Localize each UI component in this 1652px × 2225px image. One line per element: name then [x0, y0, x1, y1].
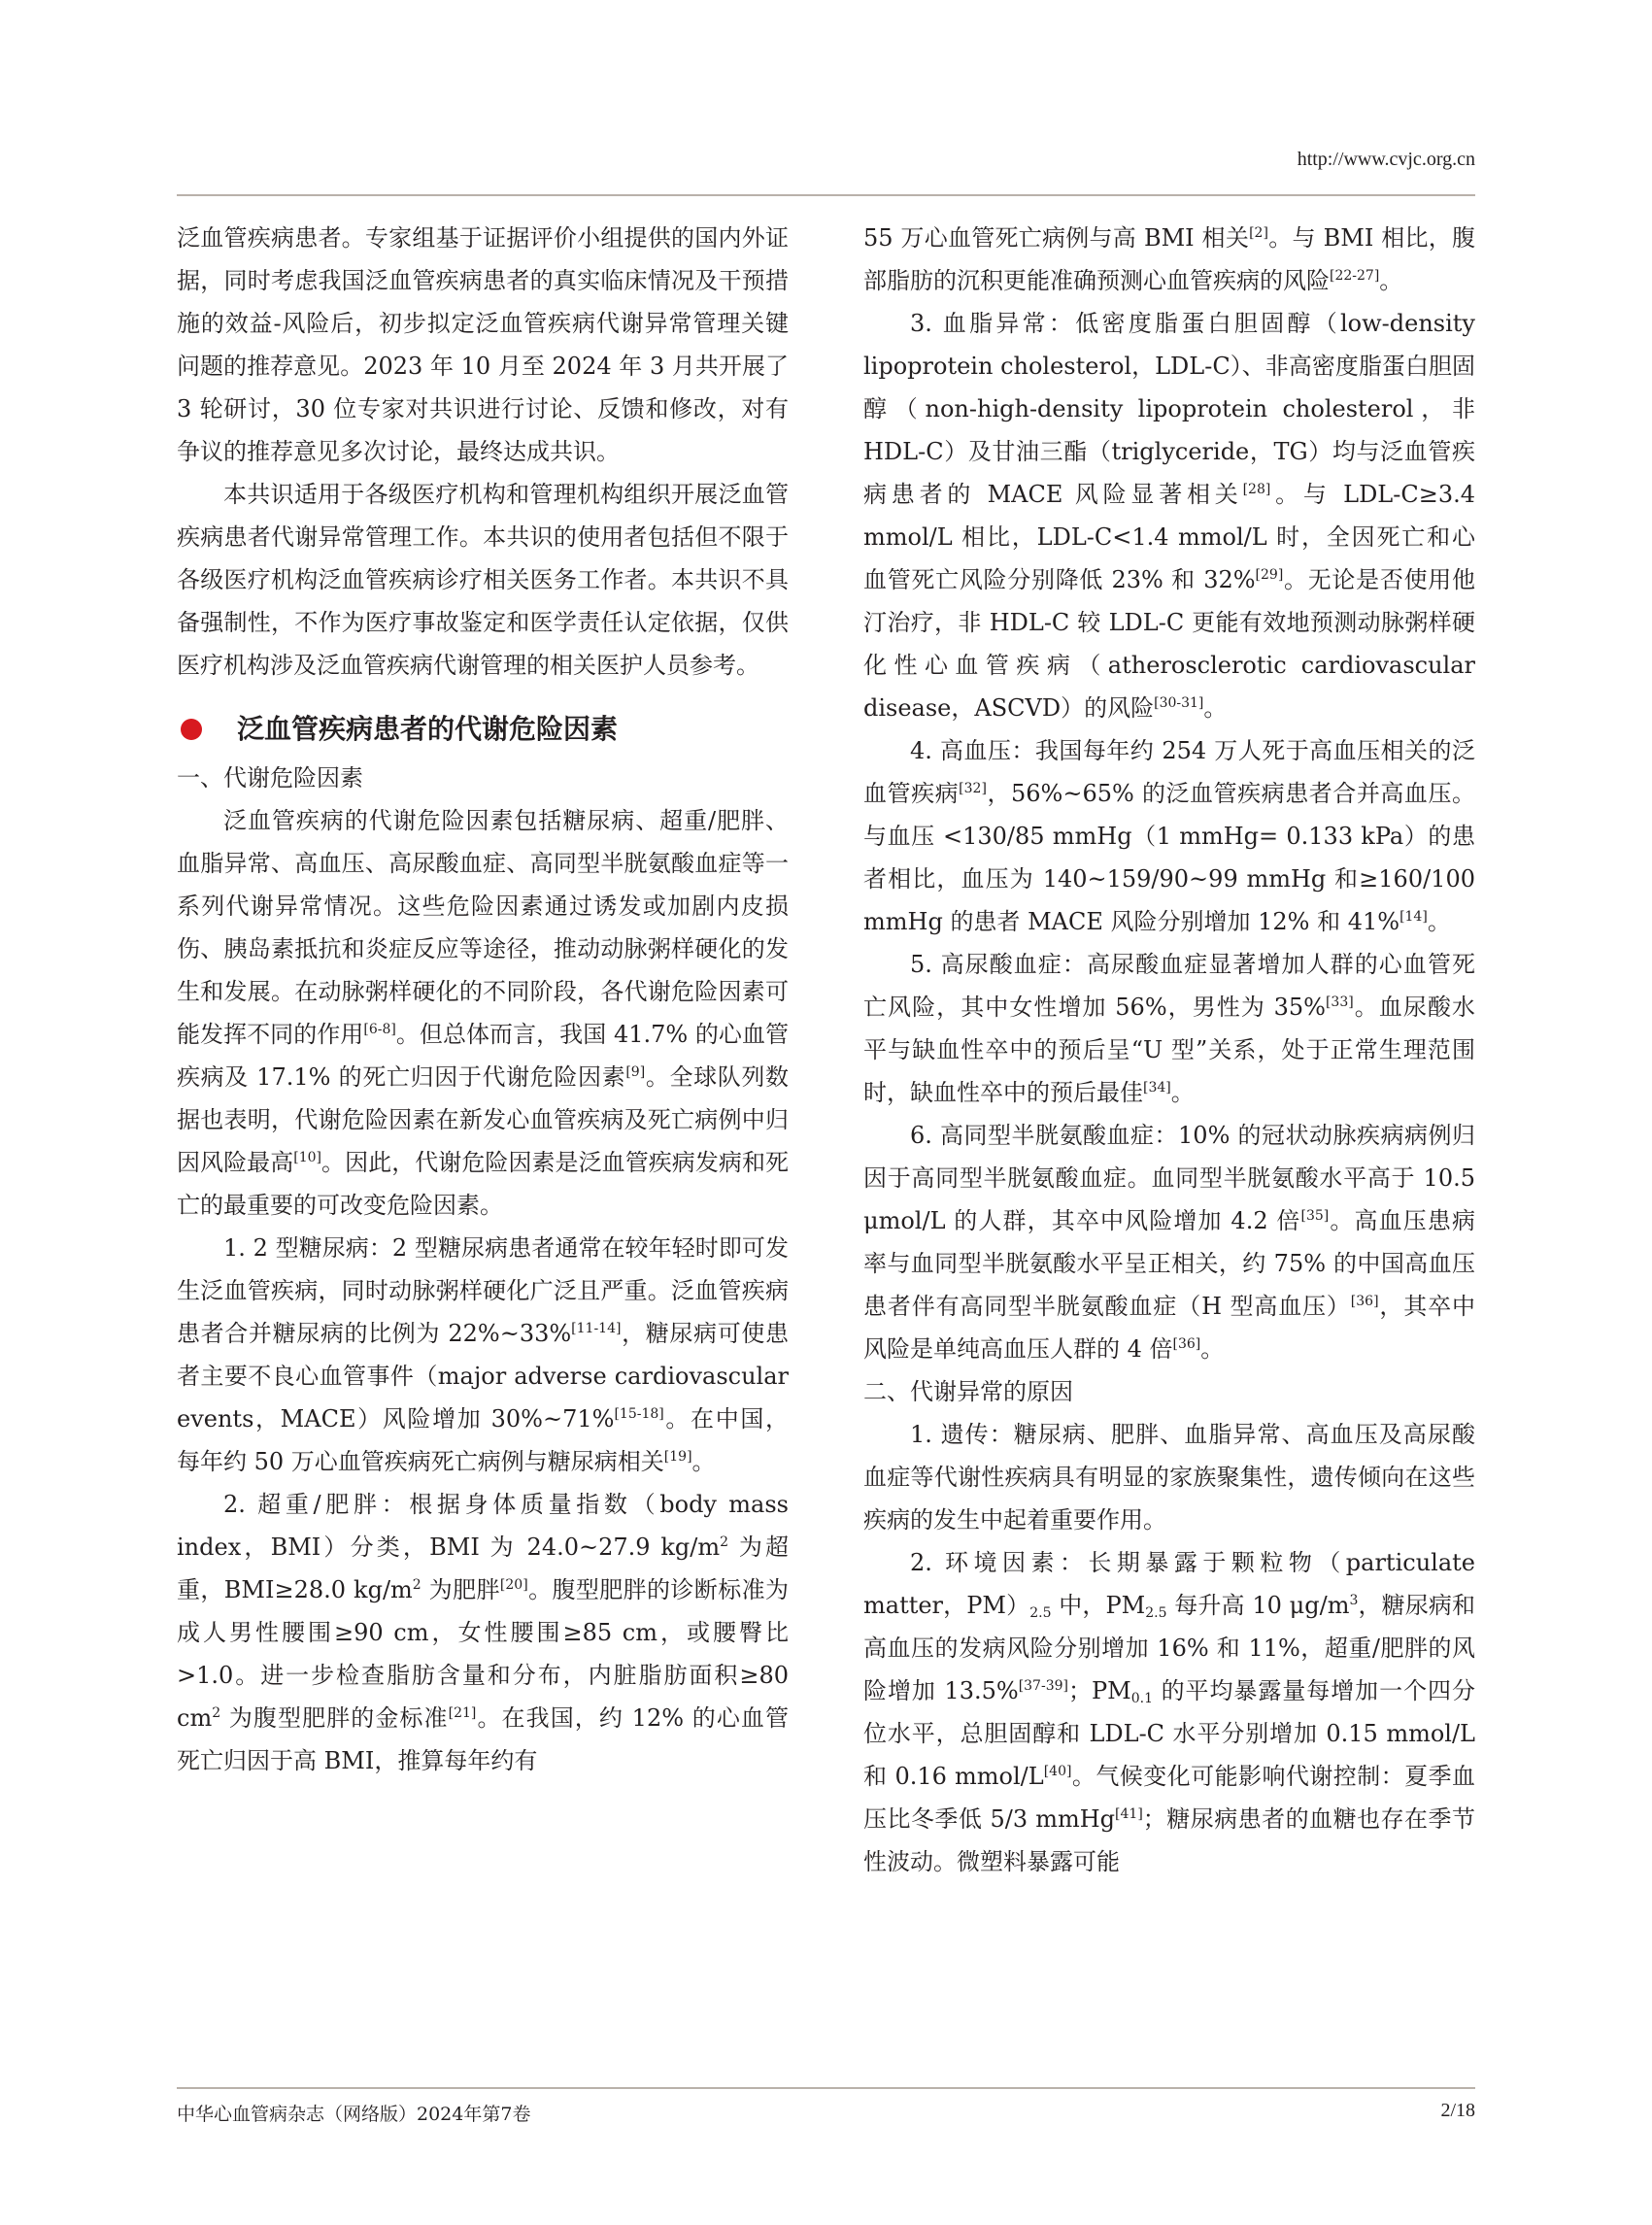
citation[interactable]: [32] — [959, 781, 987, 796]
subscript: 2.5 — [1029, 1605, 1052, 1621]
right-column — [863, 217, 1475, 2072]
paragraph: 55 万心血管死亡病例与高 BMI 相关[2]。与 BMI 相比，腹部脂肪的沉积更能准确预测心血管疾病的风险[22-27]。 — [863, 224, 1475, 294]
citation[interactable]: [28] — [1242, 482, 1271, 497]
left-column — [177, 217, 789, 2072]
citation[interactable]: [2] — [1249, 225, 1268, 241]
citation[interactable]: [29] — [1255, 567, 1284, 583]
citation[interactable]: [10] — [293, 1150, 321, 1165]
paragraph: 3. 血脂异常：低密度脂蛋白胆固醇（low-density lipoprotein cholesterol，LDL-C）、非高密度脂蛋白胆固醇（non-high-density lipoprotein cholesterol，非 HDL-C）及甘油三酯（triglyceride，TG）均与泛血管疾病患者的 MACE 风险显著相关[28]。与 LDL-C≥3.4 mmol/L 相比，LDL-C<1.4 mmol/L 时，全因死亡和心血管死亡风险分别降低 23% 和 32%[29]。无论是否使用他汀治疗，非 HDL-C 较 LDL-C 更能有效地预测动脉粥样硬化性心血管疾病（atherosclerotic cardiovascular disease，ASCVD）的风险[30-31]。 — [863, 310, 1475, 722]
paragraph: 4. 高血压：我国每年约 254 万人死于高血压相关的泛血管疾病[32]，56%~65% 的泛血管疾病患者合并高血压。与血压 <130/85 mmHg（1 mmHg= 0.133 kPa）的患者相比，血压为 140~159/90~99 mmHg 和≥160/100 mmHg 的患者 MACE 风险分别增加 12% 和 41%[14]。 — [863, 737, 1475, 935]
journal-name: 中华心血管病杂志（网络版）2024年第7卷 — [177, 2104, 531, 2125]
superscript: 3 — [1349, 1593, 1359, 1608]
citation[interactable]: [22-27] — [1330, 268, 1380, 284]
citation[interactable]: [6-8] — [363, 1022, 396, 1037]
paragraph: 泛血管疾病的代谢危险因素包括糖尿病、超重/肥胖、血脂异常、高血压、高尿酸血症、高同型半胱氨酸血症等一系列代谢异常情况。这些危险因素通过诱发或加剧内皮损伤、胰岛素抵抗和炎症反应等途径，推动动脉粥样硬化的发生和发展。在动脉粥样硬化的不同阶段，各代谢危险因素可能发挥不同的作用[6-8]。但总体而言，我国 41.7% 的心血管疾病及 17.1% 的死亡归因于代谢危险因素[9]。全球队列数据也表明，代谢危险因素在新发心血管疾病及死亡病例中归因风险最高[10]。因此，代谢危险因素是泛血管疾病发病和死亡的最重要的可改变危险因素。 — [177, 807, 789, 1219]
citation[interactable]: [21] — [448, 1705, 477, 1721]
section-title: 泛血管疾病患者的代谢危险因素 — [237, 713, 619, 745]
citation[interactable]: [14] — [1399, 909, 1428, 925]
citation[interactable]: [11-14] — [571, 1321, 622, 1336]
citation[interactable]: [33] — [1325, 995, 1354, 1010]
superscript: 2 — [720, 1534, 729, 1550]
citation[interactable]: [37-39] — [1018, 1678, 1068, 1694]
subsection-heading: 二、代谢异常的原因 — [863, 1378, 1073, 1405]
citation[interactable]: [30-31] — [1154, 695, 1204, 711]
citation[interactable]: [40] — [1043, 1764, 1072, 1779]
journal-url[interactable]: http://www.cvjc.org.cn — [1297, 149, 1475, 170]
citation[interactable]: [36] — [1350, 1294, 1379, 1309]
citation[interactable]: [15-18] — [614, 1406, 664, 1422]
paragraph: 1. 遗传：糖尿病、肥胖、血脂异常、高血压及高尿酸血症等代谢性疾病具有明显的家族聚集性，遗传倾向在这些疾病的发生中起着重要作用。 — [863, 1421, 1475, 1534]
footer-rule — [177, 2087, 1475, 2089]
citation[interactable]: [9] — [625, 1064, 646, 1080]
citation[interactable]: [20] — [499, 1577, 528, 1593]
citation[interactable]: [35] — [1300, 1208, 1330, 1224]
paragraph: 2. 超重/肥胖：根据身体质量指数（body mass index，BMI）分类，BMI 为 24.0~27.9 $kg/m^2$ 为超重，BMI≥28.0 $kg/m^2$ 为肥胖[20]。腹型肥胖的诊断标准为成人男性腰围≥90 cm，女性腰围≥85 cm，或腰臀比>1.0。进一步检查脂肪含量和分布，内脏脂肪面积≥80 $cm^2$ 为腹型肥胖的金标准[21]。在我国，约 12% 的心血管死亡归因于高 BMI，推算每年约有 — [177, 1491, 789, 1774]
superscript: 2 — [412, 1577, 421, 1593]
citation[interactable]: [36] — [1172, 1336, 1201, 1352]
paragraph: 6. 高同型半胱氨酸血症：10% 的冠状动脉疾病病例归因于高同型半胱氨酸血症。血同型半胱氨酸水平高于 10.5 μmol/L 的人群，其卒中风险增加 4.2 倍[35]。高血压患病率与血同型半胱氨酸水平呈正相关，约 75% 的中国高血压患者伴有高同型半胱氨酸血症（H 型高血压）[36]，其卒中风险是单纯高血压人群的 4 倍[36]。 — [863, 1122, 1475, 1363]
paragraph: 5. 高尿酸血症：高尿酸血症显著增加人群的心血管死亡风险，其中女性增加 56%，男性为 35%[33]。血尿酸水平与缺血性卒中的预后呈“U 型”关系，处于正常生理范围时，缺血性卒中的预后最佳[34]。 — [863, 951, 1475, 1106]
subsection-heading: 一、代谢危险因素 — [177, 764, 363, 792]
superscript: 2 — [212, 1705, 221, 1721]
paragraph: 1. 2 型糖尿病：2 型糖尿病患者通常在较年轻时即可发生泛血管疾病，同时动脉粥样硬化广泛且严重。泛血管疾病患者合并糖尿病的比例为 22%~33%[11-14]，糖尿病可使患者主要不良心血管事件（major adverse cardiovascular events，MACE）风险增加 30%~71%[15-18]。在中国，每年约 50 万心血管疾病死亡病例与糖尿病相关[19]。 — [177, 1234, 789, 1475]
section-bullet-icon — [181, 719, 202, 740]
paragraph: 本共识适用于各级医疗机构和管理机构组织开展泛血管疾病患者代谢异常管理工作。本共识的使用者包括但不限于各级医疗机构泛血管疾病诊疗相关医务工作者。本共识不具备强制性，不作为医疗事故鉴定和医学责任认定依据，仅供医疗机构涉及泛血管疾病代谢管理的相关医护人员参考。 — [177, 481, 789, 679]
subscript: 2.5 — [1145, 1605, 1167, 1621]
paragraph: 泛血管疾病患者。专家组基于证据评价小组提供的国内外证据，同时考虑我国泛血管疾病患者的真实临床情况及干预措施的效益-风险后，初步拟定泛血管疾病代谢异常管理关键问题的推荐意见。2023 年 10 月至 2024 年 3 月共开展了 3 轮研讨，30 位专家对共识进行讨论、反馈和修改，对有争议的推荐意见多次讨论，最终达成共识。 — [177, 224, 789, 465]
page-number: 2/18 — [1440, 2100, 1475, 2121]
citation[interactable]: [34] — [1143, 1080, 1171, 1096]
citation[interactable]: [19] — [663, 1449, 692, 1465]
citation[interactable]: [41] — [1115, 1806, 1143, 1822]
paragraph: 2. 环境因素：长期暴露于颗粒物（particulate matter，$PM)_{2.5}$ 中，$PM_{2.5}$ 每升高 10 $\mu g/m^3$，糖尿病和高血压的发病风险分别增加 16% 和 11%，超重/肥胖的风险增加 13.5%[37-39]；$PM_{0.1}$ 的平均暴露量每增加一个四分位水平，总胆固醇和 LDL-C 水平分别增加 0.15 mmol/L 和 0.16 mmol/L[40]。气候变化可能影响代谢控制：夏季血压比冬季低 5/3 mmHg[41]；糖尿病患者的血糖也存在季节性波动。微塑料暴露可能 — [863, 1549, 1475, 1875]
header-rule — [177, 194, 1475, 196]
subscript: 0.1 — [1130, 1691, 1153, 1706]
section-heading — [177, 708, 789, 751]
